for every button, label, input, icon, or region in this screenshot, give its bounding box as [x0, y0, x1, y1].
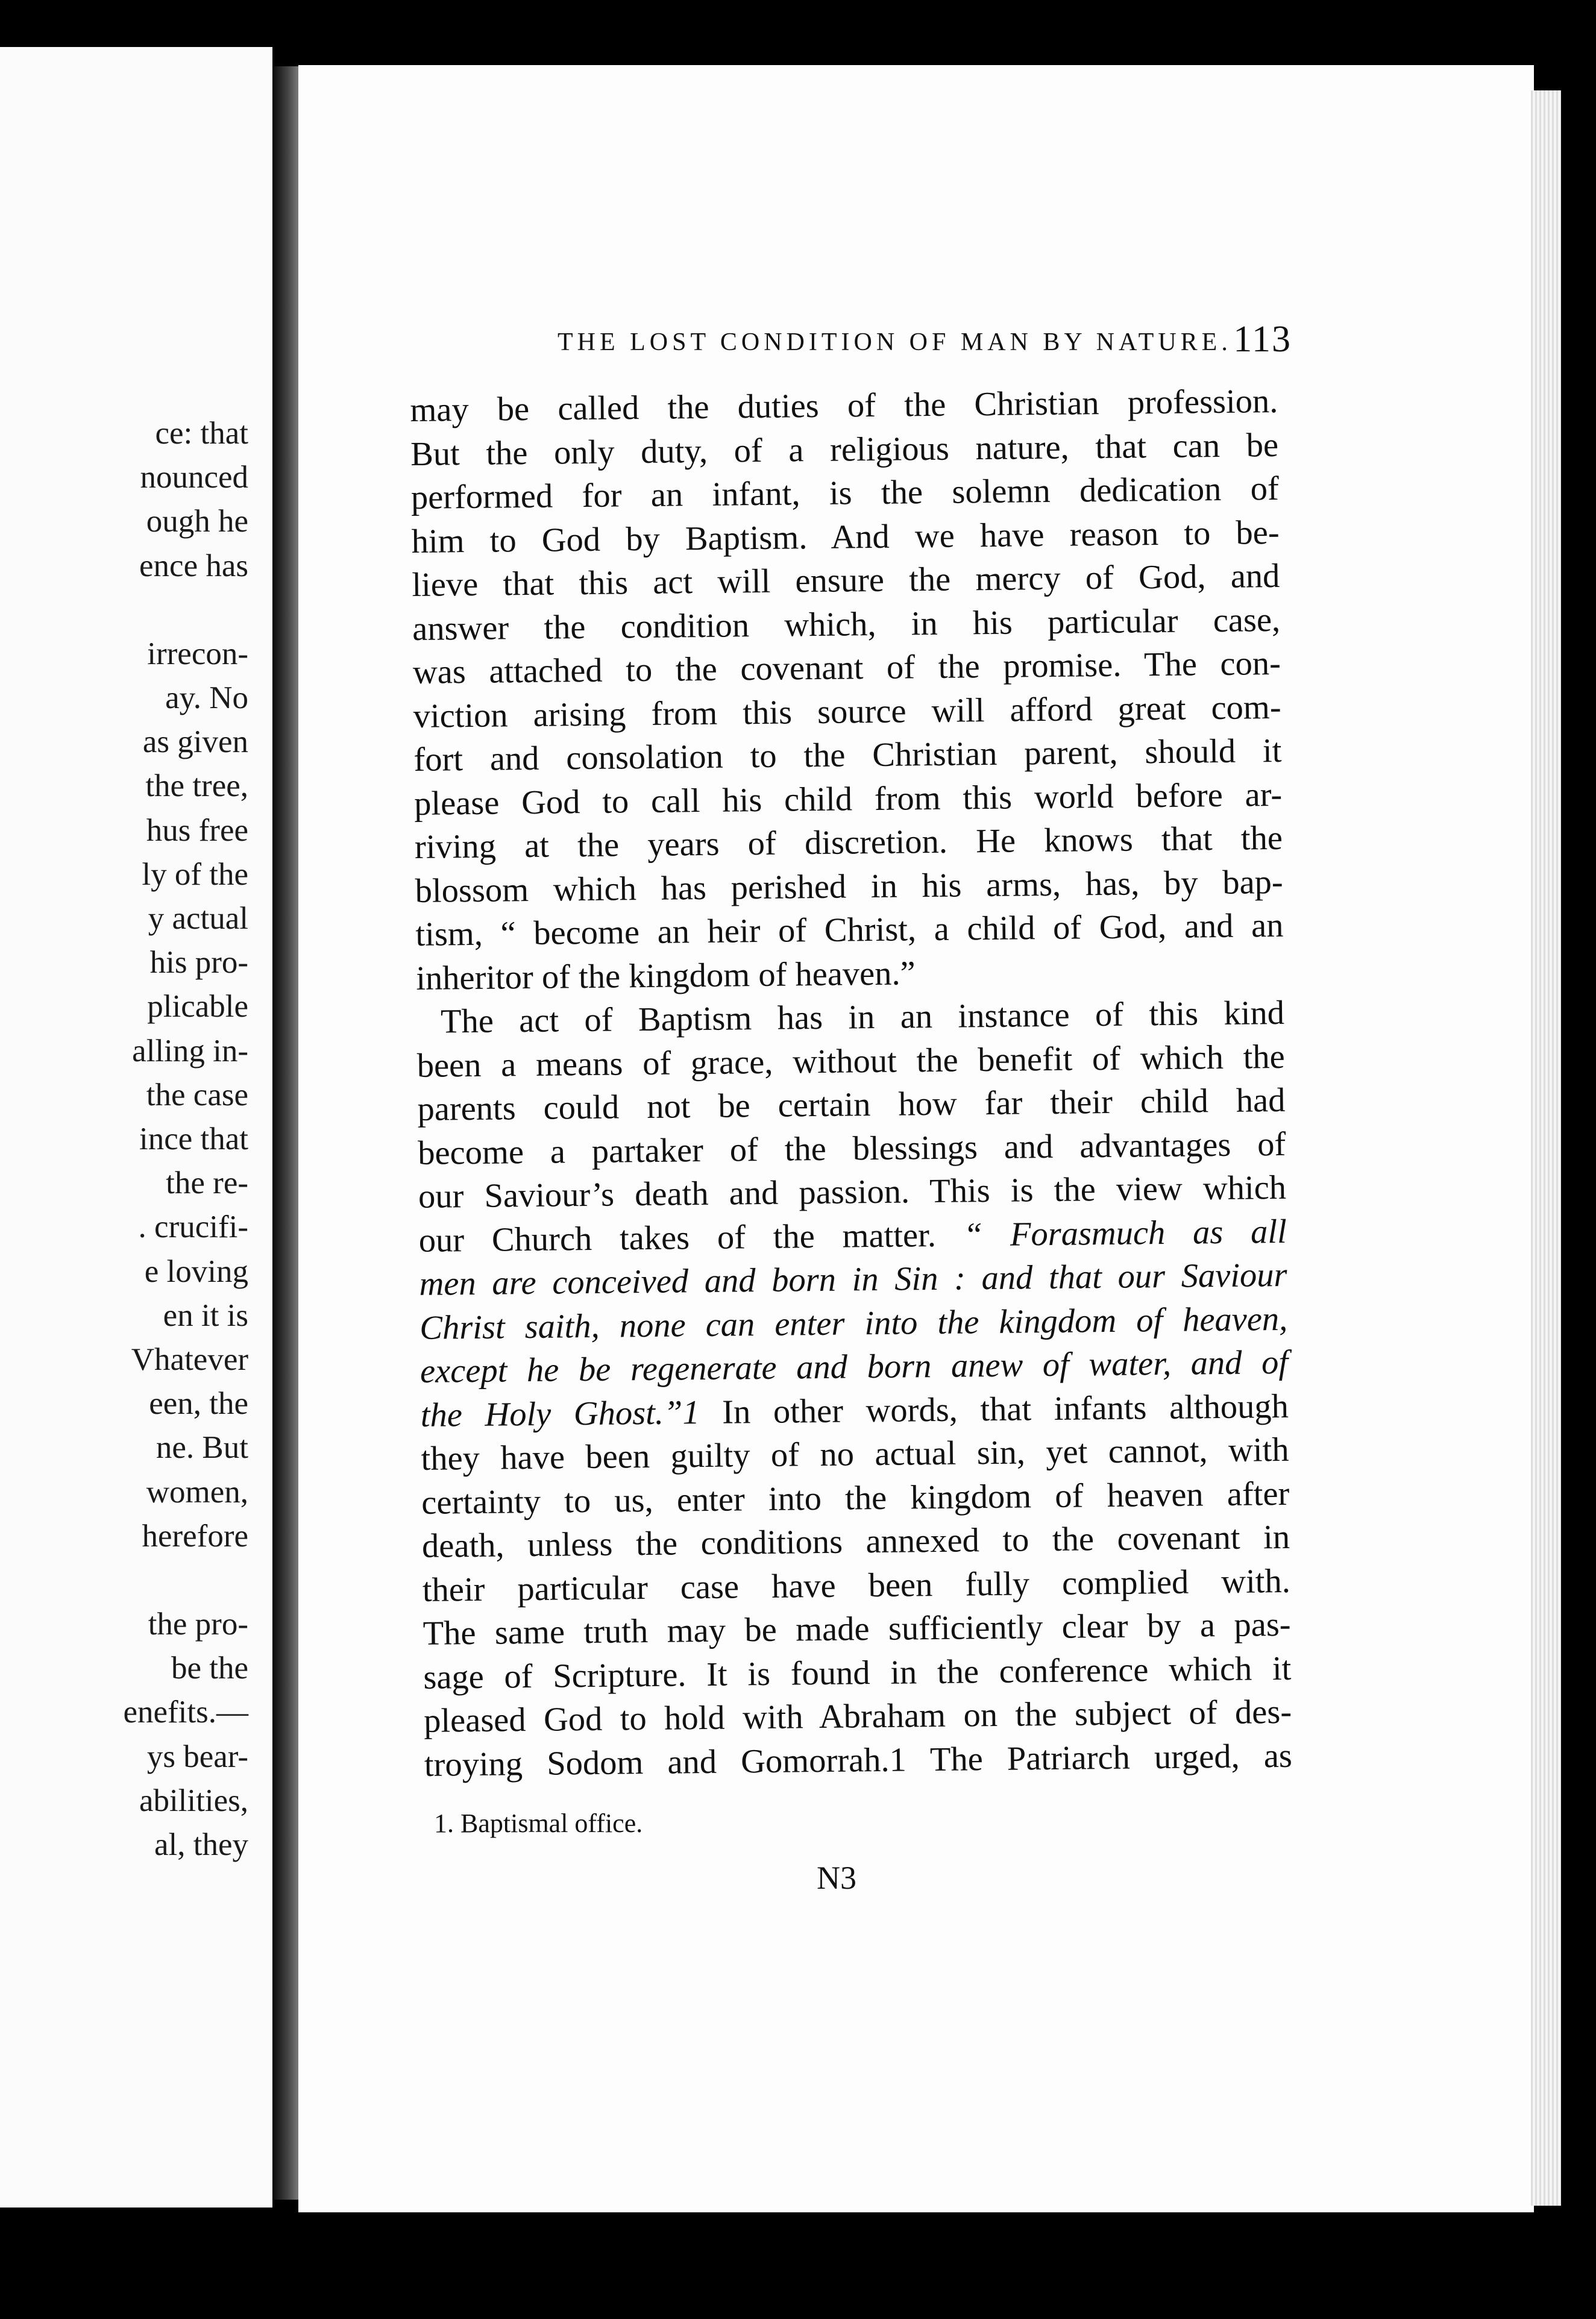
body-line: sage of Scripture. It is found in the conference which it	[423, 1649, 1292, 1696]
left-page-line: irrecon-	[147, 636, 248, 671]
left-page-line: ne. But	[156, 1430, 248, 1466]
body-line: blossom which has perished in his arms, has, by bap-	[415, 863, 1283, 910]
left-page-line: een, the	[149, 1386, 248, 1422]
body-line: viction arising from this source will afford great com-	[413, 688, 1281, 735]
body-text	[410, 380, 1292, 1787]
body-line: But the only duty, of a religious nature, that can be	[410, 426, 1279, 473]
left-page-line: the pro-	[148, 1607, 248, 1642]
body-line: The act of Baptism has in an instance of this kind	[440, 994, 1285, 1041]
left-page-line: abilities,	[139, 1783, 248, 1818]
left-page-line: be the	[171, 1651, 248, 1686]
left-page-line: enefits.—	[123, 1695, 248, 1730]
footnote: 1. Baptismal office.	[434, 1809, 643, 1838]
paragraph-2	[416, 991, 1293, 1787]
left-page-line: y actual	[148, 901, 248, 937]
left-page-line: herefore	[142, 1518, 248, 1554]
left-page-line: ce: that	[155, 416, 248, 451]
left-page-line: Vhatever	[131, 1342, 248, 1378]
quote-line: men are conceived and born in Sin : and that our Saviour	[419, 1256, 1287, 1303]
left-page-line: ough he	[146, 504, 248, 539]
body-line: The same truth may be made sufficiently clear by a pas-	[423, 1605, 1291, 1652]
left-page-line: ly of the	[142, 856, 248, 892]
body-line: our Saviour’s death and passion. This is the view which	[418, 1169, 1287, 1216]
left-page-line: as given	[142, 724, 248, 760]
body-line: death, unless the conditions annexed to the covenant in	[421, 1518, 1290, 1565]
left-page-line: ay. No	[165, 680, 248, 716]
paragraph-1	[410, 380, 1284, 1000]
body-line: lieve that this act will ensure the mercy of God, and	[412, 557, 1280, 604]
left-page-line: the re-	[166, 1166, 248, 1201]
body-line: riving at the years of discretion. He knows that the	[414, 819, 1283, 866]
body-line: was attached to the covenant of the promise. The con-	[412, 644, 1281, 691]
body-line: been a means of grace, without the benefit of which the	[416, 1038, 1286, 1085]
left-page	[0, 47, 272, 2208]
body-line: become a partaker of the blessings and advantages of	[417, 1125, 1286, 1172]
body-line: fort and consolation to the Christian parent, should it	[413, 732, 1282, 779]
running-title: THE LOST CONDITION OF MAN BY NATURE.	[558, 328, 1232, 356]
body-line: parents could not be certain how far their child had	[417, 1081, 1286, 1128]
left-page-line: ince that	[139, 1122, 248, 1157]
quote-follow: In other words, that infants although	[721, 1387, 1289, 1431]
left-page-line: ys bear-	[146, 1739, 248, 1774]
quote-end: the Holy Ghost.”1	[420, 1393, 700, 1434]
body-line: troying Sodom and Gomorrah.1 The Patriarch urged, as	[424, 1737, 1293, 1784]
left-page-line: the tree,	[145, 768, 248, 804]
body-line: inheritor of the kingdom of heaven.”	[415, 954, 916, 997]
left-page-line	[123, 588, 248, 632]
body-line: their particular case have been fully complied with.	[422, 1562, 1291, 1609]
left-page-text	[123, 412, 248, 1867]
left-page-line: plicable	[147, 989, 248, 1025]
body-line: certainty to us, enter into the kingdom of heaven after	[421, 1475, 1290, 1522]
quote-line: Christ saith, none can enter into the kingdom of heaven,	[419, 1300, 1288, 1347]
left-page-line	[123, 1558, 248, 1602]
signature-mark: N3	[817, 1860, 856, 1896]
quote-lead-in: our Church takes of the matter.	[418, 1216, 937, 1260]
left-page-line: . crucifi-	[138, 1210, 248, 1245]
left-page-line: nounced	[140, 460, 248, 495]
left-page-line: his pro-	[149, 945, 248, 981]
body-line: tism, “ become an heir of Christ, a child of God, and an	[415, 906, 1284, 953]
left-page-line: alling in-	[132, 1033, 248, 1068]
body-line: him to God by Baptism. And we have reason to be-	[411, 513, 1280, 560]
page-edge	[1531, 90, 1561, 2206]
left-page-line: the case	[146, 1077, 248, 1112]
body-line: please God to call his child from this world before ar-	[413, 776, 1283, 823]
body-line: may be called the duties of the Christian profession.	[410, 382, 1278, 429]
left-page-line: e loving	[144, 1254, 248, 1289]
left-page-line: ence has	[139, 548, 248, 583]
running-head	[558, 319, 1292, 365]
body-line: performed for an infant, is the solemn dedication of	[410, 469, 1280, 516]
page-number: 113	[1233, 319, 1292, 360]
left-page-line: hus free	[146, 812, 248, 848]
body-line: answer the condition which, in his particular case,	[412, 601, 1281, 648]
left-page-line: al, they	[154, 1827, 248, 1863]
left-page-line: women,	[146, 1474, 248, 1510]
left-page-line: en it is	[163, 1298, 248, 1333]
quote-line: except he be regenerate and born anew of water, and of	[419, 1343, 1289, 1390]
quote-start: “ Forasmuch as all	[963, 1213, 1287, 1254]
body-line: pleased God to hold with Abraham on the subject of des-	[423, 1693, 1292, 1740]
body-line: they have been guilty of no actual sin, yet cannot, with	[421, 1431, 1289, 1478]
